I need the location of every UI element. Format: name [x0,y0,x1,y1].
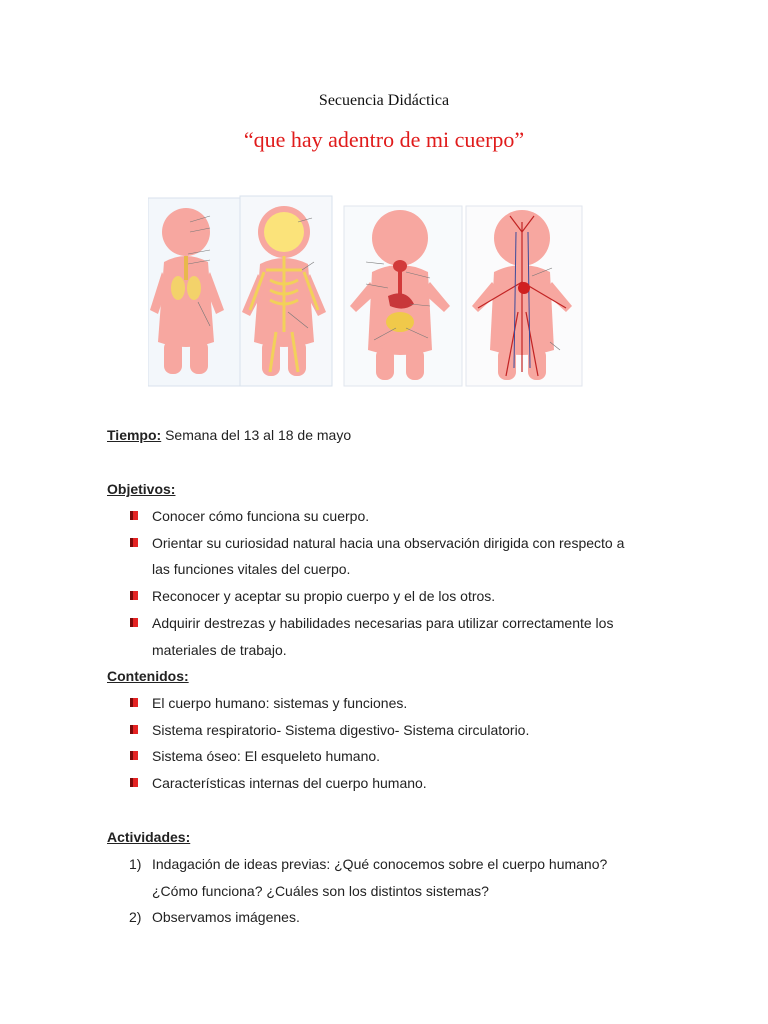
document-title: Secuencia Didáctica [318,92,450,109]
contenido-item: Sistema respiratorio- Sistema digestivo- Sistema circulatorio. [152,722,530,738]
bullet-icon [130,751,138,760]
bullet-icon [130,618,138,627]
contenido-item: Sistema óseo: El esqueleto humano. [152,748,381,764]
objetivo-item-continuation: las funciones vitales del cuerpo. [152,561,351,577]
contenido-item: El cuerpo humano: sistemas y funciones. [152,695,408,711]
objetivo-item: Conocer cómo funciona su cuerpo. [152,508,370,524]
actividades-heading: Actividades: [107,829,191,845]
actividad-item-continuation: ¿Cómo funciona? ¿Cuáles son los distintos sistemas? [152,883,489,899]
contenidos-heading: Contenidos: [107,668,189,684]
actividad-item: Indagación de ideas previas: ¿Qué conocemos sobre el cuerpo humano? [152,856,608,872]
tiempo-value: Semana del 13 al 18 de mayo [161,427,352,443]
actividad-number: 2) [129,909,142,925]
actividad-item: Observamos imágenes. [152,909,300,925]
bullet-icon [130,511,138,520]
objetivo-item: Adquirir destrezas y habilidades necesarias para utilizar correctamente los [152,615,614,631]
objetivo-item: Reconocer y aceptar su propio cuerpo y el de los otros. [152,588,496,604]
contenido-item: Características internas del cuerpo humano. [152,775,427,791]
tiempo-heading: Tiempo: [107,427,162,443]
bullet-icon [130,725,138,734]
tiempo-line [107,426,351,444]
bullet-icon [130,538,138,547]
objetivo-item: Orientar su curiosidad natural hacia una observación dirigida con respecto a [152,535,625,551]
bullet-icon [130,778,138,787]
bullet-icon [130,698,138,707]
objetivo-item-continuation: materiales de trabajo. [152,642,287,658]
actividad-number: 1) [129,856,142,872]
document-subtitle: “que hay adentro de mi cuerpo” [243,127,525,152]
objetivos-heading: Objetivos: [107,481,176,497]
bullet-icon [130,591,138,600]
human-body-systems-illustration [148,192,584,388]
